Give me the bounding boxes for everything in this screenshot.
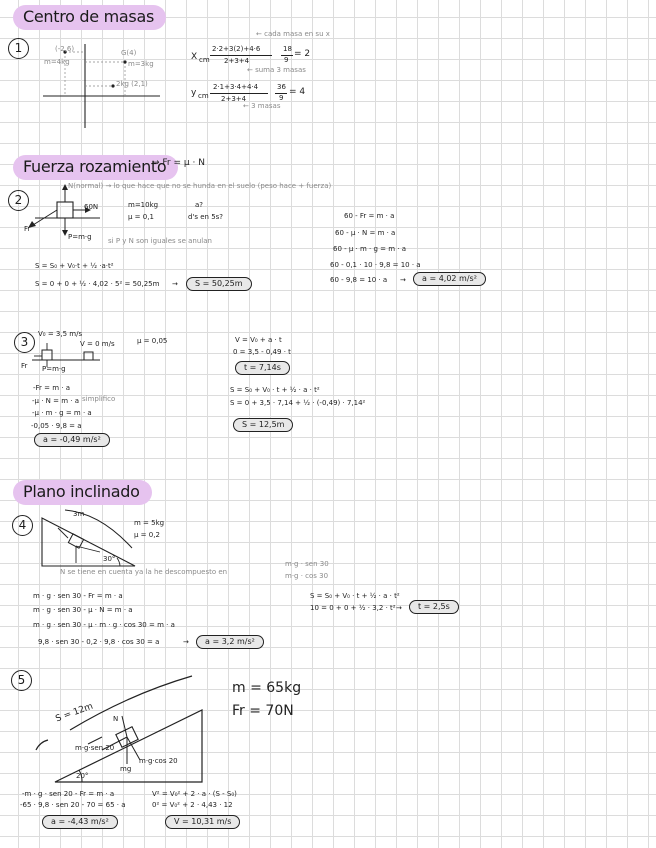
component-cos-5: m·g·cos 20 [139, 757, 178, 765]
exercise-number-3: 3 [14, 332, 35, 353]
arrow-to-accel: → [400, 276, 406, 284]
dynamics-line-5: 60 - 9,8 = 10 · a [330, 276, 388, 284]
exercise-number-2: 2 [8, 190, 29, 211]
mass-label-2: m=3kg [128, 60, 154, 68]
answer-time-3-badge: t = 7,14s [235, 361, 290, 375]
ycm-fraction-line [210, 93, 268, 94]
velocity-eq-5a: V² = V₀² + 2 · a · (S - S₀) [152, 790, 237, 798]
xcm-result-num: 18 [283, 45, 292, 53]
answer-accel-5-badge: a = -4,43 m/s² [42, 815, 118, 829]
dynamics-line-3: 60 - μ · m · g = m · a [333, 245, 407, 253]
normal-note: N(normal) → lo que hace que no se hunda en el suelo (peso hace + fuerza) [68, 182, 332, 190]
exercise-number-5: 5 [11, 670, 32, 691]
ycm-denominator: 2+3+4 [221, 95, 247, 103]
component-sen-5: m·g·sen 20 [75, 744, 115, 752]
xcm-symbol: X [191, 52, 198, 62]
friction-label-3: Fr [21, 362, 28, 370]
exercise-number-1: 1 [8, 38, 29, 59]
mass-value-4: m = 5kg [134, 519, 165, 527]
point-label-3: 2kg (2,1) [116, 80, 148, 88]
answer-distance-3-badge: S = 12,5m [233, 418, 293, 432]
mass-value: m=10kg [128, 201, 159, 209]
initial-velocity: V₀ = 3,5 m/s [38, 330, 83, 338]
arrow-to-accel-4: → [183, 638, 189, 646]
answer-velocity-5-badge: V = 10,31 m/s [165, 815, 240, 829]
eq3-line-3: -μ · m · g = m · a [32, 409, 92, 417]
answer-accel-4-badge: a = 3,2 m/s² [196, 635, 264, 649]
velocity-eq-5b: 0² = V₀² + 2 · 4,43 · 12 [152, 801, 233, 809]
position-eq-3b: S = 0 + 3,5 · 7,14 + ½ · (-0,49) · 7,14² [230, 399, 366, 407]
weight-label-3: P=m·g [42, 365, 66, 373]
section-title-centro-de-masas: Centro de masas [13, 5, 166, 30]
applied-force: 60N [84, 203, 99, 211]
xcm-note-bottom: ← suma 3 masas [247, 66, 306, 74]
mass-label-1: m=4kg [44, 58, 70, 66]
component-cos: m·g · cos 30 [285, 572, 329, 580]
cancel-note: si P y N son iguales se anulan [108, 237, 212, 245]
point-label-1: (-2,6) [55, 45, 75, 53]
exercise-number-4: 4 [12, 515, 33, 536]
eq3-line-2: -μ · N = m · a [32, 397, 79, 405]
weight-label: P=m·g [68, 233, 92, 241]
decomposition-note: N se tiene en cuenta ya la he descompuesto en [60, 568, 228, 576]
ycm-result-num: 36 [277, 83, 286, 91]
incline-angle: 30° [103, 555, 116, 563]
question-a: a? [195, 201, 204, 209]
position-eq-4a: S = S₀ + V₀ · t + ½ · a · t² [310, 592, 400, 600]
inclined-plane-diagram-4 [40, 508, 140, 573]
xcm-numerator: 2·2+3(2)+4·6 [212, 45, 261, 53]
ycm-subscript: cm [198, 92, 209, 100]
answer-acceleration-badge: a = 4,02 m/s² [413, 272, 486, 286]
incline-angle-5: 20° [76, 772, 89, 780]
mu-value-4: μ = 0,2 [134, 531, 160, 539]
final-velocity: V = 0 m/s [80, 340, 115, 348]
question-distance: d's en 5s? [188, 213, 224, 221]
eq5-line-2: -65 · 9,8 · sen 20 - 70 = 65 · a [20, 801, 126, 809]
incline-length: 3m [73, 510, 85, 518]
eq5-line-1: -m · g · sen 20 - Fr = m · a [22, 790, 115, 798]
incline-distance-5: S = 12m [54, 701, 95, 725]
ycm-symbol: y [191, 88, 197, 98]
eq4-line-1: m · g · sen 30 - Fr = m · a [33, 592, 123, 600]
eq4-line-4: 9,8 · sen 30 - 0,2 · 9,8 · cos 30 = a [38, 638, 160, 646]
xcm-result-den: 9 [284, 56, 289, 64]
eq3-line-4: -0,05 · 9,8 = a [31, 422, 82, 430]
point-label-2: G(4) [121, 49, 137, 57]
arrow-to-answer: → [172, 280, 178, 288]
xcm-fraction-line [210, 55, 272, 56]
ycm-numerator: 2·1+3·4+4·4 [213, 83, 259, 91]
xcm-final: = 2 [294, 49, 311, 59]
component-sen: m·g · sen 30 [285, 560, 329, 568]
mass-value-5: m = 65kg [232, 680, 302, 696]
eq3-line-1: -Fr = m · a [33, 384, 71, 392]
normal-label-5: N [113, 715, 119, 723]
velocity-eq-1: V = V₀ + a · t [235, 336, 282, 344]
position-eq-4b: 10 = 0 + 0 + ½ · 3,2 · t² [310, 604, 396, 612]
weight-label-5: mg [120, 765, 132, 773]
xcm-note-top: ← cada masa en su x [256, 30, 330, 38]
ycm-result-den: 9 [279, 94, 284, 102]
eq4-line-3: m · g · sen 30 - μ · m · g · cos 30 = m · a [33, 621, 175, 629]
answer-time-4-badge: t = 2,5s [409, 600, 459, 614]
simplify-note: simplifico [82, 395, 116, 403]
dynamics-line-2: 60 - μ · N = m · a [335, 229, 396, 237]
dynamics-line-4: 60 - 0,1 · 10 · 9,8 = 10 · a [330, 261, 421, 269]
xcm-subscript: cm [199, 56, 210, 64]
ycm-note: ← 3 masas [243, 102, 281, 110]
section-title-fuerza-rozamiento: Fuerza rozamiento [13, 155, 178, 180]
friction-label: Fr [24, 225, 31, 233]
friction-value-5: Fr = 70N [232, 703, 294, 719]
ycm-final: = 4 [289, 87, 306, 97]
position-eq-3a: S = S₀ + V₀ · t + ½ · a · t² [230, 386, 320, 394]
position-equation: S = S₀ + V₀·t + ½ ·a·t² [35, 262, 114, 270]
answer-accel-3-badge: a = -0,49 m/s² [34, 433, 110, 447]
mu-value-3: μ = 0,05 [137, 337, 168, 345]
mu-value: μ = 0,1 [128, 213, 154, 221]
section-title-plano-inclinado: Plano inclinado [13, 480, 152, 505]
position-calculation: S = 0 + 0 + ½ · 4,02 · 5² = 50,25m [35, 280, 160, 288]
answer-distance-badge: S = 50,25m [186, 277, 252, 291]
xcm-denominator: 2+3+4 [224, 57, 250, 65]
friction-formula: → Fr = μ · N [152, 158, 205, 168]
velocity-eq-2: 0 = 3,5 - 0,49 · t [233, 348, 291, 356]
dynamics-line-1: 60 - Fr = m · a [344, 212, 395, 220]
eq4-line-2: m · g · sen 30 - μ · N = m · a [33, 606, 133, 614]
arrow-to-time-4: → [396, 604, 402, 612]
